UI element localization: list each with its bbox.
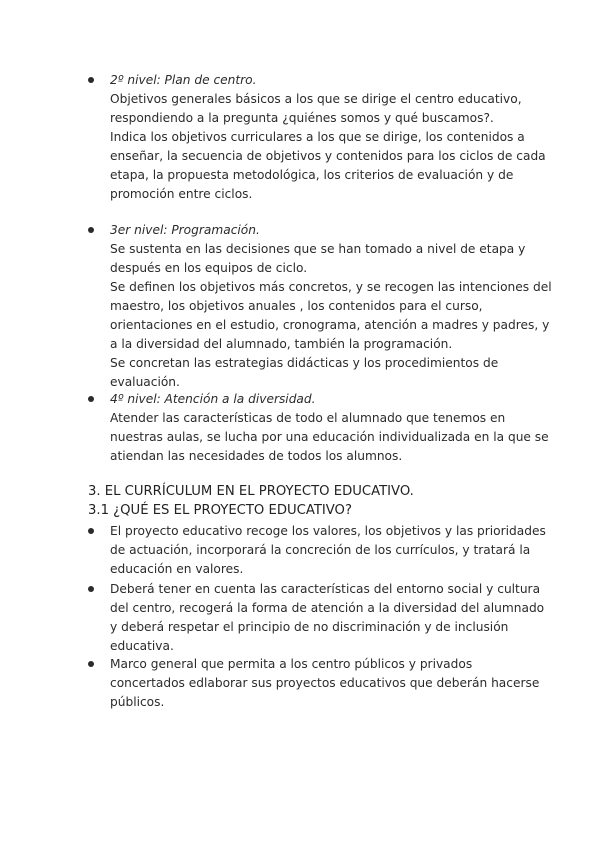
list-item-title: 2º nivel: Plan de centro.: [110, 73, 257, 87]
text-line: Indica los objetivos curriculares a los que se dirige, los contenidos a: [110, 130, 525, 144]
text-line: maestro, los objetivos anuales , los contenidos para el curso,: [110, 299, 483, 313]
bullet-icon: [88, 77, 94, 83]
list-item-atencion-diversidad: [88, 390, 549, 466]
section-subheading: 3.1 ¿QUÉ ES EL PROYECTO EDUCATIVO?: [88, 503, 352, 518]
text-line: Se sustenta en las decisiones que se han tomado a nivel de etapa y: [110, 242, 526, 256]
list-item-marco-general: [88, 655, 538, 712]
text-line: enseñar, la secuencia de objetivos y contenidos para los ciclos de cada: [110, 149, 546, 163]
text-line: concertados edlaborar sus proyectos educativos que deberán hacerse: [110, 676, 540, 690]
text-line: del centro, recogerá la forma de atención a la diversidad del alumnado: [110, 601, 545, 615]
text-line: después en los equipos de ciclo.: [110, 261, 308, 275]
list-item-title: 3er nivel: Programación.: [110, 223, 260, 237]
bullet-icon: [88, 586, 94, 592]
list-item-entorno-social: [88, 580, 545, 656]
text-line: a la diversidad del alumnado, también la programación.: [110, 337, 453, 351]
text-line: nuestras aulas, se lucha por una educación individualizada en la que se: [110, 430, 549, 444]
text-line: El proyecto educativo recoge los valores, los objetivos y las prioridades: [110, 524, 546, 538]
text-line: etapa, la propuesta metodológica, los criterios de evaluación y de: [110, 168, 514, 182]
bullet-icon: [88, 396, 94, 402]
section-heading: 3. EL CURRÍCULUM EN EL PROYECTO EDUCATIVO.: [88, 484, 414, 499]
text-line: Deberá tener en cuenta las características del entorno social y cultura: [110, 582, 541, 596]
text-line: Objetivos generales básicos a los que se dirige el centro educativo,: [110, 92, 522, 106]
text-line: evaluación.: [110, 375, 180, 389]
bullet-icon: [88, 528, 94, 534]
text-line: públicos.: [110, 695, 165, 709]
list-item-title: 4º nivel: Atención a la diversidad.: [110, 392, 316, 406]
text-line: educativa.: [110, 639, 174, 653]
text-line: Marco general que permita a los centro públicos y privados: [110, 657, 473, 671]
text-line: promoción entre ciclos.: [110, 187, 253, 201]
text-line: educación en valores.: [110, 562, 244, 576]
list-item-proyecto-recoge: [88, 522, 546, 579]
text-line: Se definen los objetivos más concretos, y se recogen las intenciones del: [110, 280, 552, 294]
list-item-plan-de-centro: [88, 71, 546, 204]
list-item-programacion: [88, 221, 552, 392]
bullet-icon: [88, 661, 94, 667]
text-line: respondiendo a la pregunta ¿quiénes somos y qué buscamos?.: [110, 111, 494, 125]
text-line: Se concretan las estrategias didácticas y los procedimientos de: [110, 356, 499, 370]
text-line: atiendan las necesidades de todos los alumnos.: [110, 449, 403, 463]
text-line: orientaciones en el estudio, cronograma, atención a madres y padres, y: [110, 318, 550, 332]
text-line: de actuación, incorporará la concreción de los currículos, y tratará la: [110, 543, 531, 557]
text-line: Atender las características de todo el alumnado que tenemos en: [110, 411, 506, 425]
text-line: y deberá respetar el principio de no discriminación y de inclusión: [110, 620, 509, 634]
bullet-icon: [88, 227, 94, 233]
